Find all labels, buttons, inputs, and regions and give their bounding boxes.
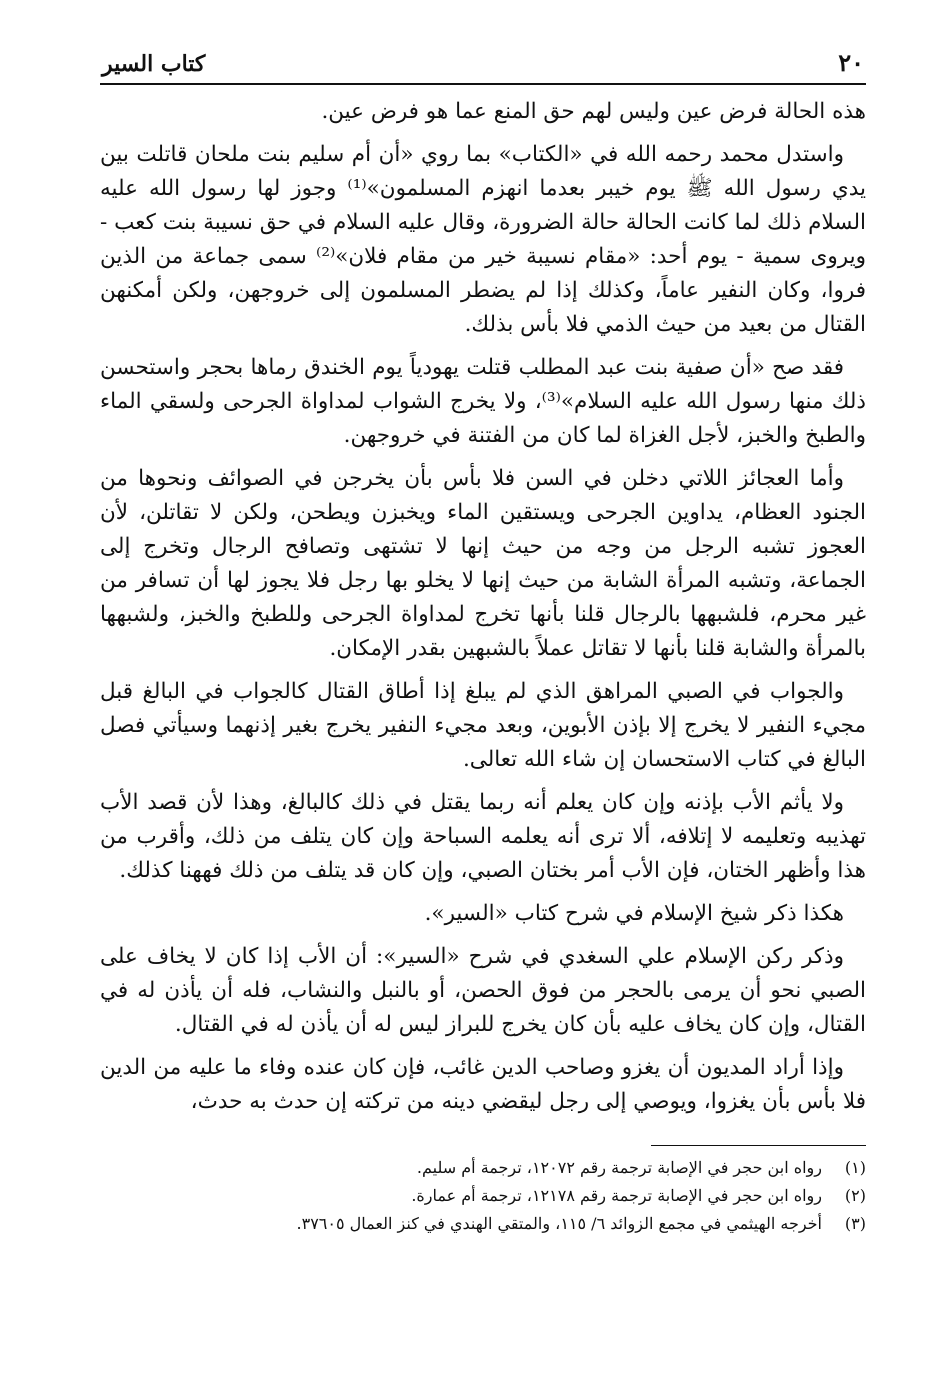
footnote-rule [651, 1145, 866, 1146]
body-text [100, 95, 866, 1119]
paragraph: وأما العجائز اللاتي دخلن في السن فلا بأس بأن يخرجن في الصوائف ونحوها من الجنود العظام، يداوين الجرحى ويستقين الماء ويخبزن ويطحن، ولكن لا تقاتلن، لأن العجوز تشبه الرجل من وجه من حيث إنها لا تشتهى وتصافح الرجال وتخرج إلى الجماعة، وتشبه المرأة الشابة من حيث إنها لا يخلو بها رجل فلا يجوز لها أن تسافر من غير محرم، فلشبهها بالرجال قلنا بأنها تخرج لمداواة الجرحى وللطبخ والخبز، ولشبهها بالمرأة والشابة قلنا بأنها لا تقاتل عملاً بالشبهين بقدر الإمكان. [100, 466, 866, 661]
paragraph: واستدل محمد رحمه الله في «الكتاب» بما روي «أن أم سليم بنت ملحان قاتلت بين يدي رسول الله ﷺ يوم خيبر بعدما انهزم المسلمون»⁽¹⁾ وجوز لها رسول الله عليه السلام ذلك لما كانت الحالة حالة الضرورة، وقال عليه السلام في حق نسيبة بنت كعب - ويروى سمية - يوم أحد: «مقام نسيبة خير من مقام فلان»⁽²⁾ سمى جماعة من الذين فروا، وكان النفير عاماً، وكذلك إذا لم يضطر المسلمون إلى خروجهن، ولكن أمكنهن القتال من بعيد من حيث الذمي فلا بأس بذلك. [100, 142, 867, 337]
footnotes [100, 1154, 866, 1238]
paragraph: وذكر ركن الإسلام علي السغدي في شرح «السير»: أن الأب إذا كان لا يخاف على الصبي نحو أن يرمى بالحجر من فوق الحصن، أو بالنبل والنشاب، فله أن يأذن له في القتال، وإن كان يخاف عليه بأن كان يخرج للبراز ليس له أن يأذن له في القتال. [100, 944, 866, 1037]
running-title: كتاب السير [102, 51, 206, 77]
paragraph: والجواب في الصبي المراهق الذي لم يبلغ إذا أطاق القتال كالجواب في البالغ قبل مجيء النفير لا يخرج إلا بإذن الأبوين، وبعد مجيء النفير يخرج بغير إذنهما وسيأتي فصل البالغ في كتاب الاستحسان إن شاء الله تعالى. [100, 679, 866, 772]
paragraph: فقد صح «أن صفية بنت عبد المطلب قتلت يهودياً يوم الخندق رماها بحجر واستحسن ذلك منها رسول الله عليه السلام»⁽³⁾، ولا يخرج الشواب لمداواة الجرحى ولسقي الماء والطبخ والخبز، لأجل الغزاة لما كان من الفتنة في خروجهن. [100, 355, 866, 448]
footnote-number: (١) [844, 1158, 866, 1177]
paragraph: هكذا ذكر شيخ الإسلام في شرح كتاب «السير». [424, 901, 844, 926]
footnote-number: (٢) [844, 1186, 866, 1205]
footnote-number: (٣) [844, 1214, 866, 1233]
footnote-text: أخرجه الهيثمي في مجمع الزوائد ٦/ ١١٥، والمتقي الهندي في كنز العمال ٣٧٦٠٥. [296, 1214, 822, 1233]
header-rule [100, 83, 866, 85]
footnote-item [100, 1154, 866, 1182]
paragraph: هذه الحالة فرض عين وليس لهم حق المنع عما هو فرض عين. [321, 99, 866, 124]
footnote-item [100, 1210, 866, 1238]
footnote-text: رواه ابن حجر في الإصابة ترجمة رقم ١٢١٧٨، ترجمة أم عمارة. [411, 1186, 822, 1205]
footnote-item [100, 1182, 866, 1210]
paragraph: وإذا أراد المديون أن يغزو وصاحب الدين غائب، فإن كان عنده وفاء ما عليه من الدين فلا بأس بأن يغزوا، ويوصي إلى رجل ليقضي دينه من تركته إن حدث به حدث، [100, 1055, 866, 1114]
page-number: ٢٠ [838, 48, 864, 77]
paragraph: ولا يأثم الأب بإذنه وإن كان يعلم أنه ربما يقتل في ذلك كالبالغ، وهذا لأن قصد الأب تهذيبه وتعليمه لا إتلافه، ألا ترى أنه يعلمه السباحة وإن كان يتلف من ذلك، وأقرب من هذا وأظهر الختان، فإن الأب أمر بختان الصبي، وإن كان قد يتلف من ذلك فههنا كذلك. [100, 790, 866, 883]
page-header [100, 48, 866, 83]
footnote-text: رواه ابن حجر في الإصابة ترجمة رقم ١٢٠٧٢، ترجمة أم سليم. [416, 1158, 822, 1177]
